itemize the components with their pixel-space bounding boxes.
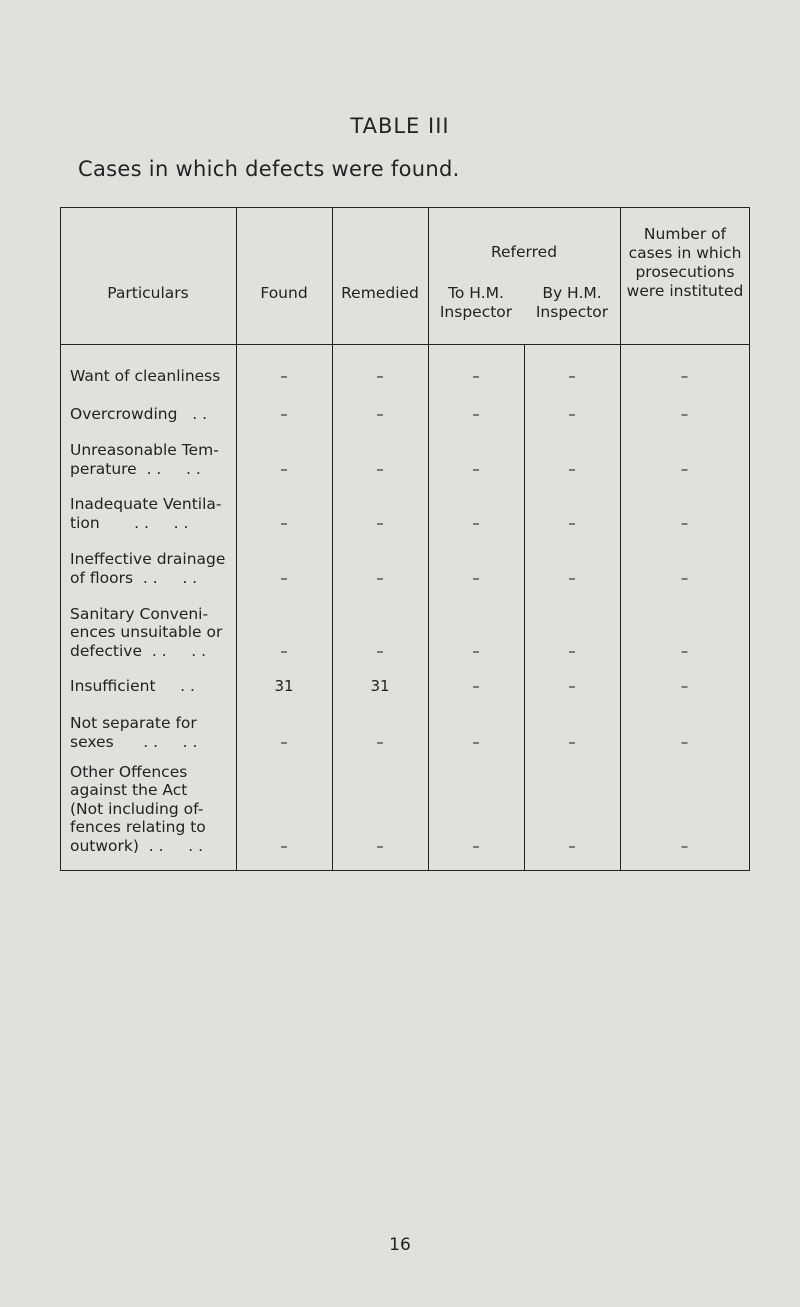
row-particulars [70, 763, 236, 856]
row-particulars-line: of floors . . . . [70, 568, 198, 587]
page-number: 16 [389, 1235, 411, 1255]
header-by-hm-line2: Inspector [535, 303, 609, 321]
table-subtitle: Cases in which defects were found. [78, 157, 460, 181]
header-particulars: Particulars [107, 284, 189, 302]
row-cell-remedied: – [376, 641, 384, 660]
row-cell-remedied: 31 [370, 676, 390, 695]
row-cell-to: – [472, 568, 480, 587]
header-by-hm-line1: By H.M. [542, 284, 602, 302]
row-cell-to: – [472, 732, 480, 751]
row-cell-pros: – [680, 836, 689, 855]
row-cell-found: – [280, 366, 288, 385]
row-cell-found: – [280, 836, 288, 855]
row-cell-by: – [568, 836, 576, 855]
header-found: Found [260, 284, 308, 302]
row-particulars-line: Want of cleanliness [70, 366, 221, 385]
row-cell-to: – [472, 676, 480, 695]
row-cell-remedied: – [376, 732, 384, 751]
row-cell-found: 31 [274, 676, 294, 695]
row-cell-by: – [568, 676, 576, 695]
row-cell-found: – [280, 641, 288, 660]
row-cell-pros: – [680, 404, 689, 423]
row-cell-pros: – [680, 676, 689, 695]
row-cell-found: – [280, 732, 288, 751]
header-prosecutions: Number of cases in which prosecutions were instituted [626, 225, 744, 300]
row-cell-pros: – [680, 459, 689, 478]
row-particulars-line: Other Offences [70, 762, 188, 781]
header-to-hm-line1: To H.M. [448, 284, 504, 302]
row-particulars-line: perature . . . . [70, 459, 201, 478]
row-particulars-line: Insufficient . . [70, 676, 195, 695]
row-particulars-line: fences relating to [70, 818, 206, 836]
row-cell-pros: – [680, 641, 689, 660]
row-cell-pros: – [680, 513, 689, 532]
row-cell-pros: – [680, 568, 689, 587]
row-cell-to: – [472, 641, 480, 660]
row-cell-to: – [472, 836, 480, 855]
header-to-hm-line2: Inspector [439, 303, 513, 321]
row-cell-found: – [280, 404, 288, 423]
row-particulars-line: Inadequate Ventila- [70, 495, 222, 513]
row-cell-remedied: – [376, 836, 384, 855]
row-cell-by: – [568, 404, 576, 423]
row-cell-to: – [472, 459, 480, 478]
row-cell-by: – [568, 459, 576, 478]
row-cell-by: – [568, 568, 576, 587]
row-cell-by: – [568, 641, 576, 660]
row-cell-remedied: – [376, 404, 384, 423]
row-particulars-line: against the Act [70, 781, 188, 799]
row-particulars-line: Not separate for [70, 714, 197, 732]
row-particulars-line: sexes . . . . [70, 732, 198, 751]
row-particulars-line: Unreasonable Tem- [70, 441, 219, 459]
table-title: TABLE III [350, 114, 450, 138]
row-particulars-line: Ineffective drainage [70, 550, 226, 568]
row-cell-by: – [568, 513, 576, 532]
header-remedied: Remedied [341, 284, 419, 302]
header-referred: Referred [490, 243, 558, 261]
row-cell-remedied: – [376, 366, 384, 385]
row-cell-to: – [472, 404, 480, 423]
row-particulars-line: outwork) . . . . [70, 836, 203, 855]
row-cell-remedied: – [376, 568, 384, 587]
row-cell-found: – [280, 568, 288, 587]
row-cell-pros: – [680, 366, 689, 385]
defects-table [60, 207, 750, 871]
row-cell-by: – [568, 366, 576, 385]
row-cell-found: – [280, 513, 288, 532]
row-cell-to: – [472, 513, 480, 532]
row-particulars-line: defective . . . . [70, 641, 207, 660]
row-cell-pros: – [680, 732, 689, 751]
row-cell-remedied: – [376, 513, 384, 532]
row-particulars-line: (Not including of- [70, 799, 204, 818]
row-cell-to: – [472, 366, 480, 385]
row-cell-by: – [568, 732, 576, 751]
row-cell-found: – [280, 459, 288, 478]
table-row [60, 208, 750, 855]
row-particulars-line: tion . . . . [70, 513, 189, 532]
row-particulars-line: Sanitary Conveni- [70, 604, 209, 623]
row-cell-remedied: – [376, 459, 384, 478]
row-particulars-line: ences unsuitable or [70, 623, 223, 641]
row-particulars-line: Overcrowding . . [70, 404, 208, 423]
